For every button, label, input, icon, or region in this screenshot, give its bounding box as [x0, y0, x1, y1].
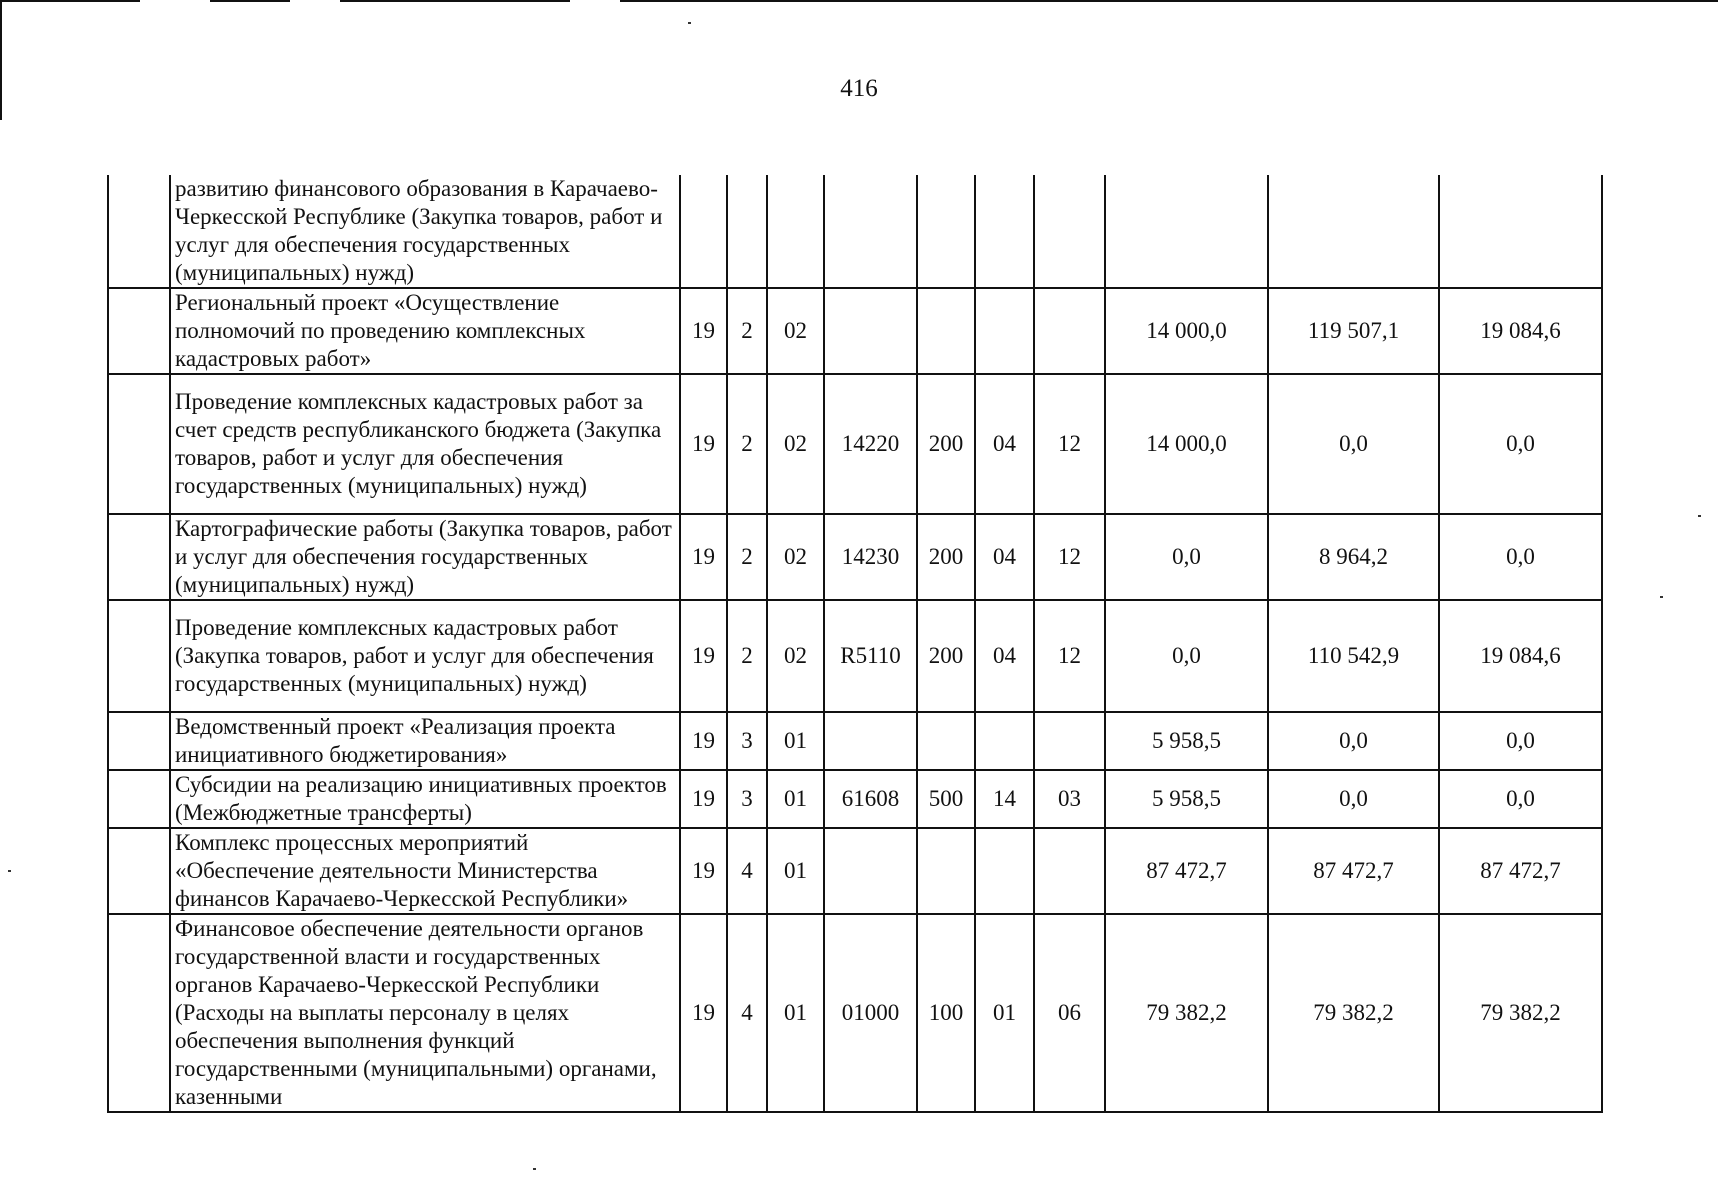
- amount-cell: [1268, 175, 1439, 288]
- row-index-cell: [108, 514, 170, 600]
- code-cell: [824, 828, 917, 914]
- table-row: [108, 770, 1602, 828]
- code-cell: 2: [727, 374, 767, 514]
- code-cell: 01: [767, 712, 824, 770]
- table-row: [108, 175, 1602, 288]
- code-cell: 4: [727, 828, 767, 914]
- amount-cell: 0,0: [1268, 712, 1439, 770]
- row-name: Финансовое обеспечение деятельности органов государственной власти и государственных органов Карачаево-Черкесской Республики (Расходы на выплаты персоналу в целях обеспечения выполнения функций государственными (муниципальными) органами, казенными: [170, 914, 680, 1112]
- code-cell: 2: [727, 288, 767, 374]
- table-row: [108, 374, 1602, 514]
- row-name: Проведение комплексных кадастровых работ за счет средств республиканского бюджета (Закупка товаров, работ и услуг для обеспечения государственных (муниципальных) нужд): [170, 374, 680, 514]
- row-index-cell: [108, 600, 170, 712]
- code-cell: [1034, 288, 1105, 374]
- table-row: [108, 712, 1602, 770]
- table-row: [108, 288, 1602, 374]
- code-cell: 14230: [824, 514, 917, 600]
- amount-cell: 8 964,2: [1268, 514, 1439, 600]
- row-name: развитию финансового образования в Карачаево-Черкесской Республике (Закупка товаров, работ и услуг для обеспечения государственных (муниципальных) нужд): [170, 175, 680, 288]
- code-cell: 19: [680, 770, 727, 828]
- row-name: Комплекс процессных мероприятий «Обеспечение деятельности Министерства финансов Карачаево-Черкесской Республики»: [170, 828, 680, 914]
- code-cell: 200: [917, 374, 975, 514]
- code-cell: 02: [767, 374, 824, 514]
- table-row: [108, 514, 1602, 600]
- amount-cell: 19 084,6: [1439, 600, 1602, 712]
- budget-table: [107, 175, 1603, 1113]
- code-cell: 3: [727, 770, 767, 828]
- code-cell: [1034, 175, 1105, 288]
- row-name: Ведомственный проект «Реализация проекта инициативного бюджетирования»: [170, 712, 680, 770]
- code-cell: [767, 175, 824, 288]
- code-cell: [975, 712, 1034, 770]
- row-index-cell: [108, 770, 170, 828]
- table-row: [108, 828, 1602, 914]
- row-index-cell: [108, 828, 170, 914]
- scan-speck-3: [8, 870, 11, 872]
- code-cell: 01: [975, 914, 1034, 1112]
- code-cell: 2: [727, 600, 767, 712]
- code-cell: [824, 288, 917, 374]
- row-index-cell: [108, 175, 170, 288]
- code-cell: [1034, 712, 1105, 770]
- code-cell: 500: [917, 770, 975, 828]
- amount-cell: 87 472,7: [1105, 828, 1268, 914]
- code-cell: 12: [1034, 514, 1105, 600]
- code-cell: [824, 712, 917, 770]
- code-cell: 04: [975, 514, 1034, 600]
- amount-cell: 0,0: [1105, 600, 1268, 712]
- amount-cell: 0,0: [1439, 770, 1602, 828]
- table-row: [108, 914, 1602, 1112]
- amount-cell: 19 084,6: [1439, 288, 1602, 374]
- code-cell: 19: [680, 288, 727, 374]
- amount-cell: 14 000,0: [1105, 288, 1268, 374]
- code-cell: 19: [680, 514, 727, 600]
- row-name: Картографические работы (Закупка товаров, работ и услуг для обеспечения государственных (муниципальных) нужд): [170, 514, 680, 600]
- amount-cell: 0,0: [1105, 514, 1268, 600]
- code-cell: [824, 175, 917, 288]
- code-cell: 100: [917, 914, 975, 1112]
- code-cell: 14: [975, 770, 1034, 828]
- amount-cell: 79 382,2: [1105, 914, 1268, 1112]
- amount-cell: 0,0: [1268, 770, 1439, 828]
- row-name: Региональный проект «Осуществление полномочий по проведению комплексных кадастровых работ»: [170, 288, 680, 374]
- code-cell: 04: [975, 600, 1034, 712]
- code-cell: [975, 288, 1034, 374]
- amount-cell: 5 958,5: [1105, 712, 1268, 770]
- amount-cell: 0,0: [1439, 374, 1602, 514]
- code-cell: 03: [1034, 770, 1105, 828]
- amount-cell: [1439, 175, 1602, 288]
- row-index-cell: [108, 374, 170, 514]
- amount-cell: 0,0: [1439, 712, 1602, 770]
- amount-cell: 5 958,5: [1105, 770, 1268, 828]
- code-cell: 02: [767, 514, 824, 600]
- code-cell: 19: [680, 914, 727, 1112]
- row-index-cell: [108, 914, 170, 1112]
- code-cell: 01: [767, 828, 824, 914]
- code-cell: 04: [975, 374, 1034, 514]
- page-number: 416: [840, 75, 878, 102]
- scan-speck-5: [1660, 596, 1663, 598]
- scan-speck-1: [688, 22, 691, 24]
- code-cell: [917, 288, 975, 374]
- code-cell: [917, 712, 975, 770]
- code-cell: 06: [1034, 914, 1105, 1112]
- code-cell: 200: [917, 514, 975, 600]
- code-cell: 3: [727, 712, 767, 770]
- code-cell: R5110: [824, 600, 917, 712]
- amount-cell: 119 507,1: [1268, 288, 1439, 374]
- scan-edge-top-4: [620, 0, 1718, 2]
- amount-cell: 79 382,2: [1268, 914, 1439, 1112]
- code-cell: 19: [680, 712, 727, 770]
- code-cell: 02: [767, 600, 824, 712]
- code-cell: 14220: [824, 374, 917, 514]
- code-cell: 12: [1034, 374, 1105, 514]
- amount-cell: 87 472,7: [1439, 828, 1602, 914]
- amount-cell: 0,0: [1439, 514, 1602, 600]
- code-cell: 200: [917, 600, 975, 712]
- row-name: Субсидии на реализацию инициативных проектов (Межбюджетные трансферты): [170, 770, 680, 828]
- code-cell: [917, 175, 975, 288]
- scan-edge-top-3: [340, 0, 570, 2]
- code-cell: 01000: [824, 914, 917, 1112]
- code-cell: 2: [727, 514, 767, 600]
- code-cell: 12: [1034, 600, 1105, 712]
- amount-cell: 14 000,0: [1105, 374, 1268, 514]
- code-cell: 19: [680, 600, 727, 712]
- code-cell: [975, 828, 1034, 914]
- row-index-cell: [108, 712, 170, 770]
- code-cell: 02: [767, 288, 824, 374]
- code-cell: 19: [680, 374, 727, 514]
- amount-cell: [1105, 175, 1268, 288]
- code-cell: 61608: [824, 770, 917, 828]
- row-name: Проведение комплексных кадастровых работ (Закупка товаров, работ и услуг для обеспечения государственных (муниципальных) нужд): [170, 600, 680, 712]
- code-cell: [917, 828, 975, 914]
- scan-speck-4: [533, 1168, 536, 1170]
- scan-edge-top-2: [210, 0, 290, 2]
- code-cell: [680, 175, 727, 288]
- code-cell: [727, 175, 767, 288]
- code-cell: 01: [767, 770, 824, 828]
- scan-edge-top-1: [0, 0, 140, 2]
- table-row: [108, 600, 1602, 712]
- amount-cell: 110 542,9: [1268, 600, 1439, 712]
- amount-cell: 87 472,7: [1268, 828, 1439, 914]
- amount-cell: 79 382,2: [1439, 914, 1602, 1112]
- scan-speck-2: [1698, 515, 1701, 517]
- code-cell: 4: [727, 914, 767, 1112]
- amount-cell: 0,0: [1268, 374, 1439, 514]
- code-cell: [1034, 828, 1105, 914]
- code-cell: 01: [767, 914, 824, 1112]
- code-cell: 19: [680, 828, 727, 914]
- code-cell: [975, 175, 1034, 288]
- row-index-cell: [108, 288, 170, 374]
